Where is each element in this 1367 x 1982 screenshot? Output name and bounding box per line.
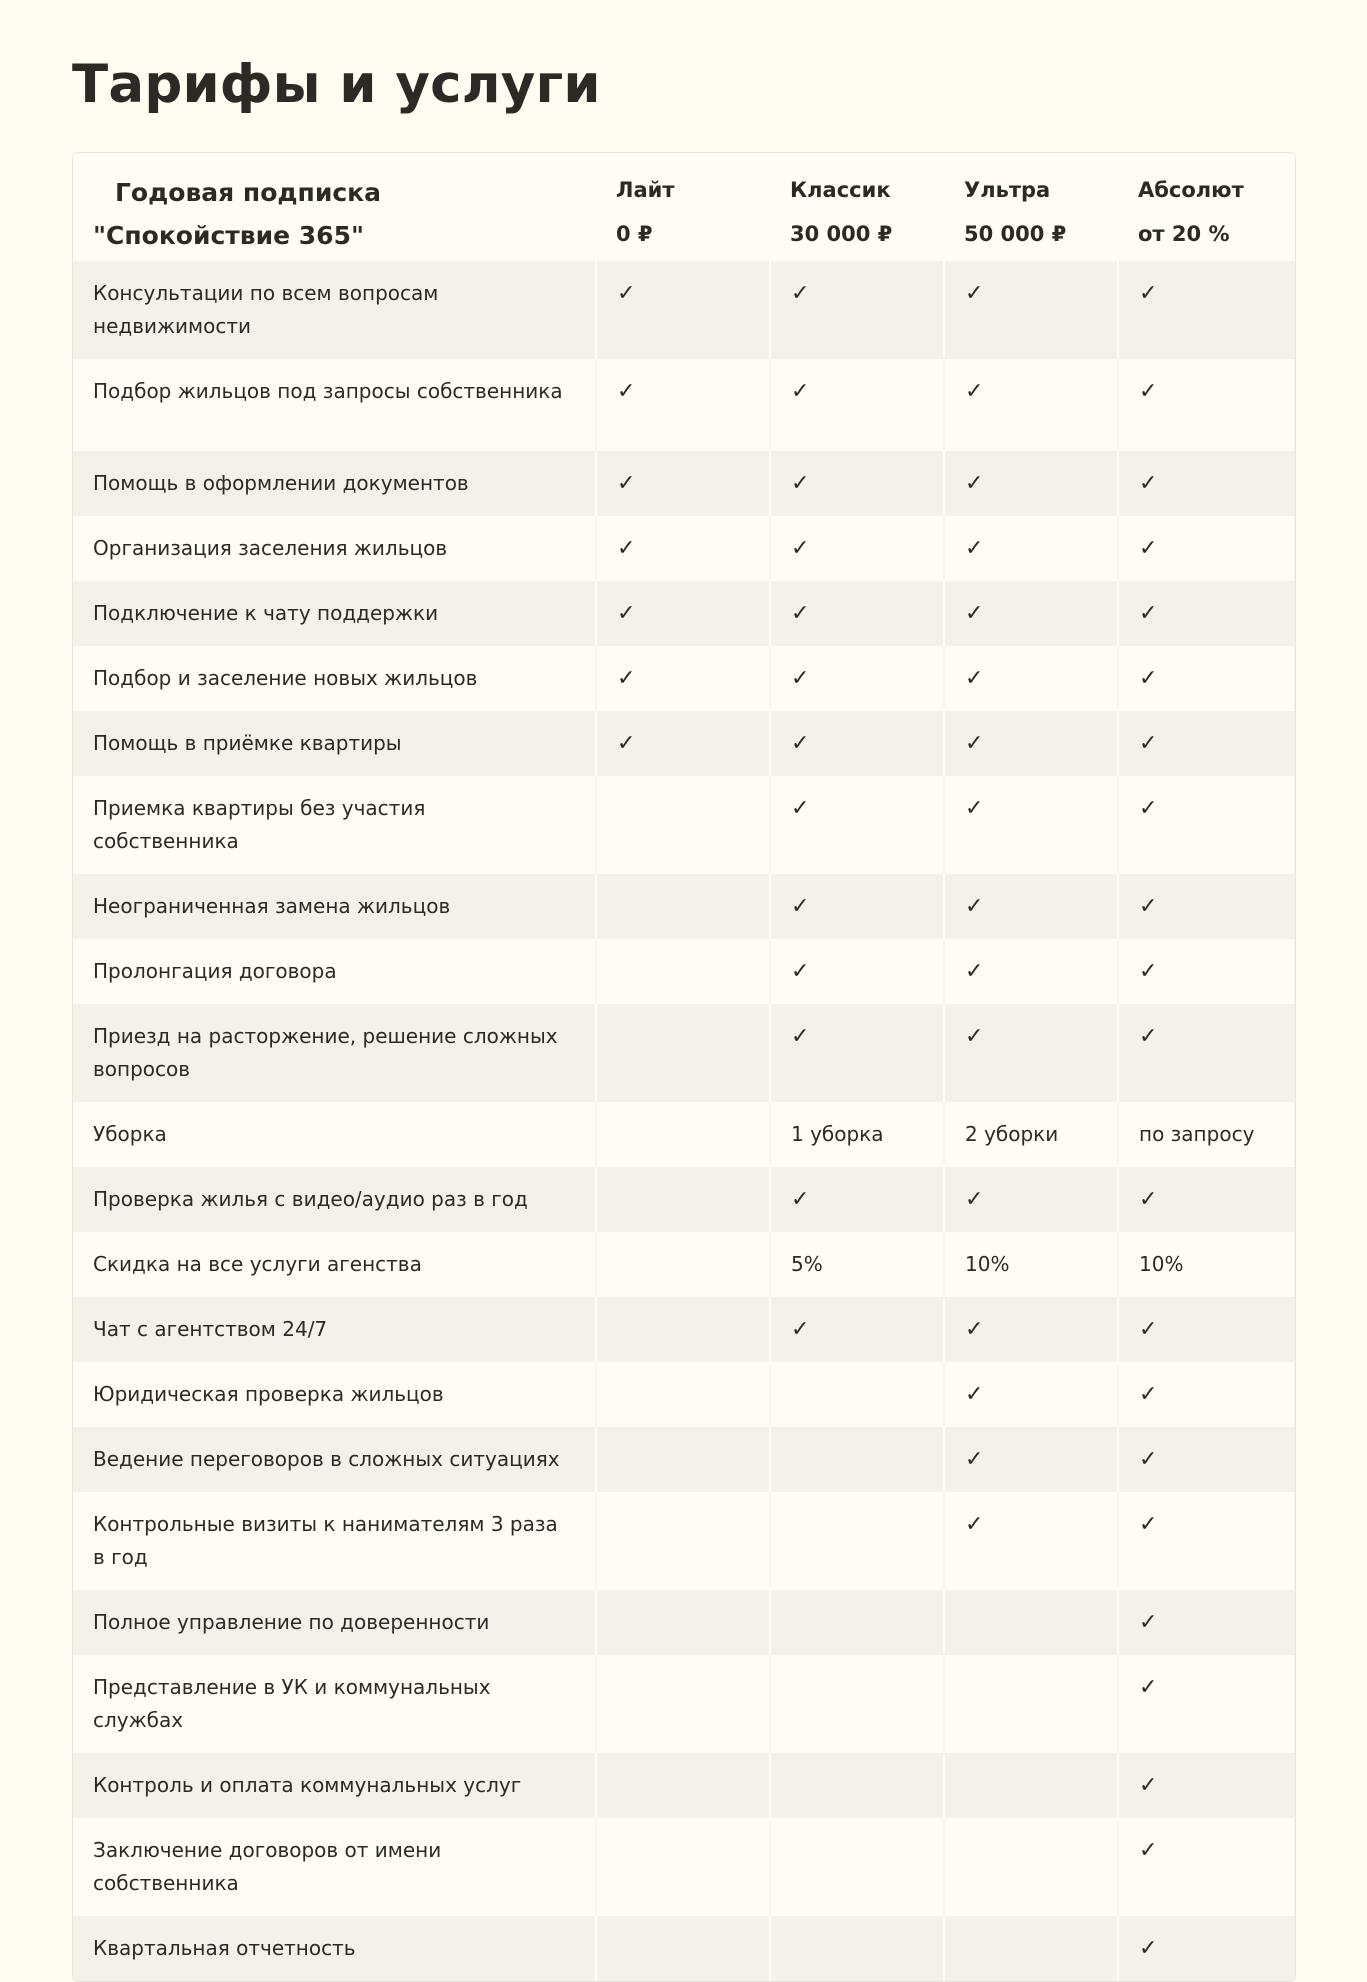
check-icon: ✓	[596, 711, 770, 776]
table-header-row	[73, 153, 1295, 261]
check-icon: ✓	[944, 516, 1118, 581]
plan-value-cell	[596, 874, 770, 939]
check-icon: ✓	[1118, 1590, 1295, 1655]
check-icon: ✓	[1118, 1297, 1295, 1362]
check-icon: ✓	[944, 646, 1118, 711]
plan-value-cell	[944, 1753, 1118, 1818]
table-row	[73, 1427, 1295, 1492]
plan-value-cell	[770, 1362, 944, 1427]
check-icon: ✓	[770, 359, 944, 451]
service-name: Полное управление по доверенности	[73, 1590, 596, 1655]
check-icon: ✓	[944, 776, 1118, 874]
check-icon: ✓	[596, 516, 770, 581]
plan-value-cell: 2 уборки	[944, 1102, 1118, 1167]
table-row	[73, 646, 1295, 711]
plan-value-cell	[596, 1232, 770, 1297]
plan-value-cell	[770, 1916, 944, 1981]
table-row	[73, 1753, 1295, 1818]
check-icon: ✓	[1118, 874, 1295, 939]
plan-value-cell	[596, 1004, 770, 1102]
plan-value-cell: 10%	[1118, 1232, 1295, 1297]
plan-name: Лайт	[616, 178, 675, 202]
plan-value-cell	[596, 1655, 770, 1753]
plan-value-cell	[944, 1916, 1118, 1981]
table-row	[73, 939, 1295, 1004]
check-icon: ✓	[596, 451, 770, 516]
service-name: Заключение договоров от имени собственника	[73, 1818, 596, 1916]
check-icon: ✓	[1118, 1427, 1295, 1492]
check-icon: ✓	[1118, 1753, 1295, 1818]
service-name: Скидка на все услуги агенства	[73, 1232, 596, 1297]
check-icon: ✓	[944, 1167, 1118, 1232]
check-icon: ✓	[770, 874, 944, 939]
service-name: Представление в УК и коммунальных службах	[73, 1655, 596, 1753]
plan-value-cell	[596, 776, 770, 874]
plan-value-cell	[770, 1590, 944, 1655]
service-name: Неограниченная замена жильцов	[73, 874, 596, 939]
service-name: Приезд на расторжение, решение сложных вопросов	[73, 1004, 596, 1102]
subscription-name: "Спокойствие 365"	[93, 221, 364, 250]
plan-value-cell	[770, 1753, 944, 1818]
plan-price: 50 000 ₽	[964, 222, 1067, 246]
service-name: Приемка квартиры без участия собственника	[73, 776, 596, 874]
table-row	[73, 1916, 1295, 1981]
check-icon: ✓	[944, 1492, 1118, 1590]
service-name: Контроль и оплата коммунальных услуг	[73, 1753, 596, 1818]
table-row	[73, 711, 1295, 776]
service-name: Подбор и заселение новых жильцов	[73, 646, 596, 711]
plan-name: Абсолют	[1138, 178, 1244, 202]
subscription-title: Годовая подписка	[115, 178, 382, 207]
table-row	[73, 1004, 1295, 1102]
service-name: Пролонгация договора	[73, 939, 596, 1004]
check-icon: ✓	[770, 939, 944, 1004]
table-row	[73, 451, 1295, 516]
check-icon: ✓	[1118, 451, 1295, 516]
service-name: Консультации по всем вопросам недвижимости	[73, 261, 596, 359]
plan-value-cell	[596, 1916, 770, 1981]
service-name: Чат с агентством 24/7	[73, 1297, 596, 1362]
check-icon: ✓	[944, 1004, 1118, 1102]
table-row	[73, 1818, 1295, 1916]
table-row	[73, 1232, 1295, 1297]
service-name: Помощь в оформлении документов	[73, 451, 596, 516]
service-name: Контрольные визиты к нанимателям 3 раза в год	[73, 1492, 596, 1590]
check-icon: ✓	[944, 451, 1118, 516]
check-icon: ✓	[1118, 1362, 1295, 1427]
plan-header-ultra	[944, 153, 1118, 261]
service-name: Ведение переговоров в сложных ситуациях	[73, 1427, 596, 1492]
plan-header-lite	[596, 153, 770, 261]
table-row	[73, 1297, 1295, 1362]
check-icon: ✓	[1118, 359, 1295, 451]
plan-value-cell	[770, 1655, 944, 1753]
service-name: Организация заселения жильцов	[73, 516, 596, 581]
plan-name: Классик	[790, 178, 891, 202]
page-title: Тарифы и услуги	[72, 54, 601, 115]
plan-value-cell	[596, 1753, 770, 1818]
plan-value-cell	[770, 1492, 944, 1590]
plan-price: 30 000 ₽	[790, 222, 893, 246]
plan-value-cell	[944, 1655, 1118, 1753]
check-icon: ✓	[944, 581, 1118, 646]
check-icon: ✓	[596, 261, 770, 359]
plan-value-cell	[944, 1590, 1118, 1655]
plan-price: от 20 %	[1138, 222, 1230, 246]
check-icon: ✓	[770, 451, 944, 516]
plan-value-cell: 10%	[944, 1232, 1118, 1297]
check-icon: ✓	[596, 359, 770, 451]
check-icon: ✓	[770, 1004, 944, 1102]
check-icon: ✓	[944, 711, 1118, 776]
table-body	[73, 261, 1295, 1981]
table-row	[73, 359, 1295, 451]
plan-value-cell	[596, 1427, 770, 1492]
check-icon: ✓	[1118, 516, 1295, 581]
plan-value-cell: 5%	[770, 1232, 944, 1297]
check-icon: ✓	[770, 711, 944, 776]
tariff-table	[72, 152, 1296, 1982]
check-icon: ✓	[596, 646, 770, 711]
check-icon: ✓	[1118, 776, 1295, 874]
check-icon: ✓	[770, 776, 944, 874]
table-row	[73, 1102, 1295, 1167]
table-row	[73, 1492, 1295, 1590]
plan-value-cell	[944, 1818, 1118, 1916]
plan-value-cell	[596, 939, 770, 1004]
check-icon: ✓	[1118, 1167, 1295, 1232]
check-icon: ✓	[1118, 1492, 1295, 1590]
check-icon: ✓	[770, 1167, 944, 1232]
check-icon: ✓	[1118, 1818, 1295, 1916]
table-row	[73, 1655, 1295, 1753]
plan-price: 0 ₽	[616, 222, 653, 246]
plan-name: Ультра	[964, 178, 1051, 202]
check-icon: ✓	[770, 581, 944, 646]
check-icon: ✓	[1118, 1655, 1295, 1753]
service-name: Помощь в приёмке квартиры	[73, 711, 596, 776]
table-row	[73, 261, 1295, 359]
service-name: Подбор жильцов под запросы собственника	[73, 359, 596, 451]
table-row	[73, 1167, 1295, 1232]
plan-value-cell: по запросу	[1118, 1102, 1295, 1167]
check-icon: ✓	[1118, 646, 1295, 711]
check-icon: ✓	[1118, 1004, 1295, 1102]
check-icon: ✓	[944, 874, 1118, 939]
check-icon: ✓	[944, 939, 1118, 1004]
plan-header-absolute	[1118, 153, 1295, 261]
plan-value-cell	[596, 1590, 770, 1655]
table-row	[73, 516, 1295, 581]
check-icon: ✓	[770, 516, 944, 581]
check-icon: ✓	[770, 261, 944, 359]
check-icon: ✓	[944, 1427, 1118, 1492]
service-name: Уборка	[73, 1102, 596, 1167]
table-row	[73, 874, 1295, 939]
service-name: Проверка жилья с видео/аудио раз в год	[73, 1167, 596, 1232]
check-icon: ✓	[596, 581, 770, 646]
plan-value-cell	[596, 1102, 770, 1167]
plan-value-cell	[596, 1167, 770, 1232]
check-icon: ✓	[1118, 1916, 1295, 1981]
service-name: Подключение к чату поддержки	[73, 581, 596, 646]
check-icon: ✓	[944, 1297, 1118, 1362]
check-icon: ✓	[770, 1297, 944, 1362]
service-name: Квартальная отчетность	[73, 1916, 596, 1981]
check-icon: ✓	[1118, 581, 1295, 646]
check-icon: ✓	[944, 1362, 1118, 1427]
plan-value-cell	[770, 1818, 944, 1916]
check-icon: ✓	[1118, 261, 1295, 359]
plan-header-classic	[770, 153, 944, 261]
table-row	[73, 1362, 1295, 1427]
check-icon: ✓	[944, 261, 1118, 359]
plan-value-cell	[596, 1818, 770, 1916]
plan-value-cell	[596, 1297, 770, 1362]
plan-value-cell: 1 уборка	[770, 1102, 944, 1167]
check-icon: ✓	[770, 646, 944, 711]
check-icon: ✓	[944, 359, 1118, 451]
table-row	[73, 1590, 1295, 1655]
table-row	[73, 776, 1295, 874]
service-name: Юридическая проверка жильцов	[73, 1362, 596, 1427]
check-icon: ✓	[1118, 711, 1295, 776]
check-icon: ✓	[1118, 939, 1295, 1004]
table-row	[73, 581, 1295, 646]
plan-value-cell	[770, 1427, 944, 1492]
subscription-header	[73, 153, 596, 261]
plan-value-cell	[596, 1362, 770, 1427]
plan-value-cell	[596, 1492, 770, 1590]
